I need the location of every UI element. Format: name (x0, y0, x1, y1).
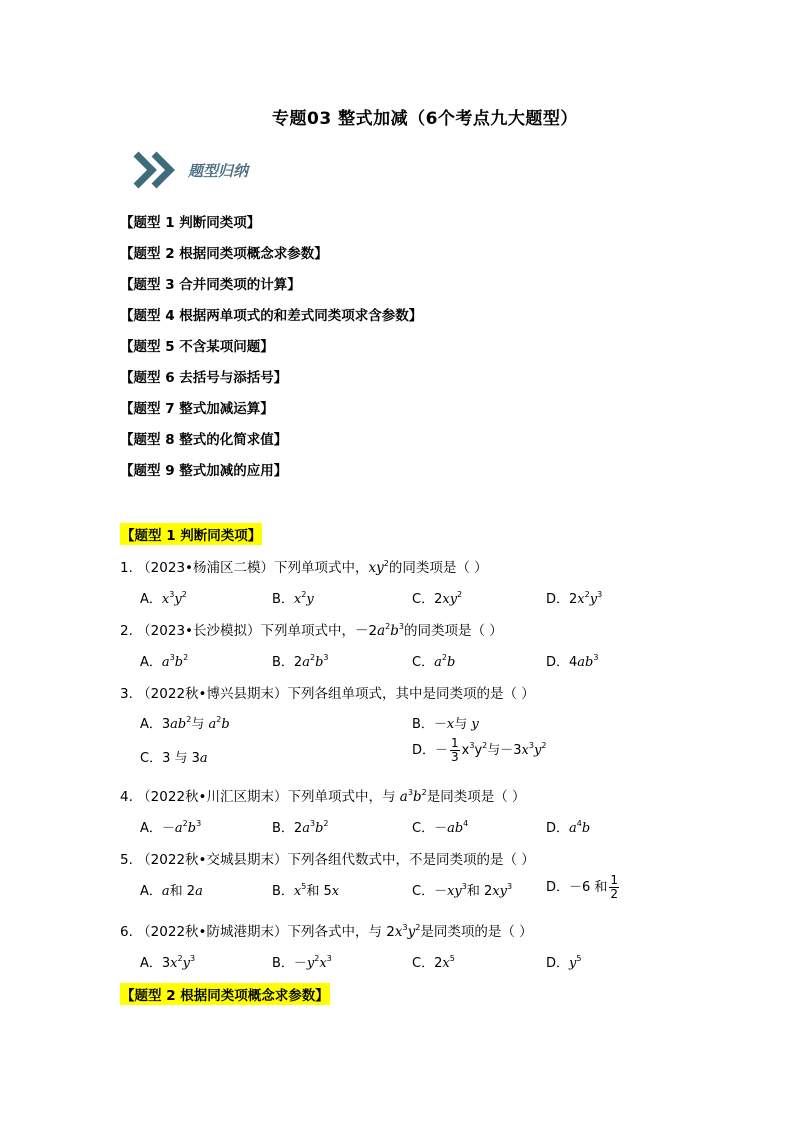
option-b[interactable]: B．$2a^3b^2$ (272, 819, 329, 836)
option-c[interactable]: C．$-ab^4$ (412, 819, 469, 836)
question-3: 3. （2022秋•博兴县期末）下列各组单项式，其中是同类项的是（ ） (120, 686, 535, 702)
question-1: 1. （2023•杨浦区二模）下列单项式中，$xy^2$的同类项是（ ） (120, 559, 488, 576)
toc-item[interactable]: 【题型 9 整式加减的应用】 (120, 463, 288, 479)
option-b[interactable]: B．$-y^2x^3$ (272, 954, 332, 971)
option-d[interactable]: D．$a^4b$ (546, 819, 591, 836)
option-d[interactable]: D．$4ab^3$ (546, 653, 599, 670)
fraction: $\frac{1}{3}$ (451, 736, 459, 764)
toc-item[interactable]: 【题型 6 去括号与添括号】 (120, 370, 288, 386)
fraction: $\frac{1}{2}$ (610, 873, 619, 901)
section-badge (132, 150, 272, 190)
toc-item[interactable]: 【题型 8 整式的化简求值】 (120, 432, 288, 448)
option-a[interactable]: A．$x^3y^2$ (140, 590, 187, 607)
option-a[interactable]: A．$-a^2b^3$ (140, 819, 202, 836)
toc-item[interactable]: 【题型 4 根据两单项式的和差式同类项求含参数】 (120, 308, 423, 324)
table-of-contents (120, 212, 422, 491)
option-d[interactable]: D．$y^5$ (546, 954, 582, 971)
option-b[interactable]: B．$x^5$和 5x (272, 882, 340, 899)
question-4: 4. （2022秋•川汇区期末）下列单项式中，与 $a^3b^2$是同类项是（ ） (120, 788, 526, 805)
option-d[interactable]: D．－6 和 $\frac{1}{2}$ (546, 873, 619, 901)
toc-item[interactable]: 【题型 7 整式加减运算】 (120, 401, 274, 417)
question-2: 2. （2023•长沙模拟）下列单项式中，$-2a^2b^3$的同类项是（ ） (120, 622, 503, 639)
toc-item[interactable]: 【题型 3 合并同类项的计算】 (120, 277, 301, 293)
toc-item[interactable]: 【题型 2 根据同类项概念求参数】 (120, 246, 328, 262)
section-heading-1: 【题型 1 判断同类项】 (120, 523, 262, 545)
question-text: 1. （2023•杨浦区二模）下列单项式中， (120, 560, 369, 576)
question-5: 5. （2022秋•交城县期末）下列各组代数式中，不是同类项的是（ ） (120, 852, 535, 868)
option-b[interactable]: B．$2a^2b^3$ (272, 653, 329, 670)
page-title: 专题03 整式加减（6个考点九大题型） (272, 109, 578, 129)
option-c[interactable]: C．$2xy^2$ (412, 590, 463, 607)
option-a[interactable]: A．$3ab^2$与 $a^2b$ (140, 715, 230, 732)
toc-item[interactable]: 【题型 1 判断同类项】 (120, 215, 261, 231)
option-d[interactable]: D．$2x^2y^3$ (546, 590, 603, 607)
option-c[interactable]: C．$-xy^3$和 $2xy^3$ (412, 882, 513, 899)
option-a[interactable]: A．$3x^2y^3$ (140, 954, 196, 971)
question-6: 6. （2022秋•防城港期末）下列各式中，与 $2x^3y^2$是同类项的是（ ） (120, 923, 533, 940)
question-text: 的同类项是（ ） (388, 560, 488, 576)
option-d[interactable]: D．－ $\frac{1}{3}$ $x^3y^2$与$-3x^3y^2$ (412, 736, 547, 764)
option-b[interactable]: B．－x与 y (412, 717, 479, 732)
option-a[interactable]: A．$a^3b^2$ (140, 653, 189, 670)
toc-item[interactable]: 【题型 5 不含某项问题】 (120, 339, 274, 355)
option-c[interactable]: C．$a^2b$ (412, 653, 456, 670)
option-a[interactable]: A．a和 2a (140, 884, 203, 899)
badge-label: 题型归纳 (188, 162, 249, 180)
option-c[interactable]: C．$2x^5$ (412, 954, 455, 971)
double-chevron-icon (132, 150, 182, 190)
section-heading-2: 【题型 2 根据同类项概念求参数】 (120, 983, 330, 1005)
option-b[interactable]: B．$x^2y$ (272, 590, 314, 607)
option-c[interactable]: C．3 与 3a (140, 751, 208, 766)
